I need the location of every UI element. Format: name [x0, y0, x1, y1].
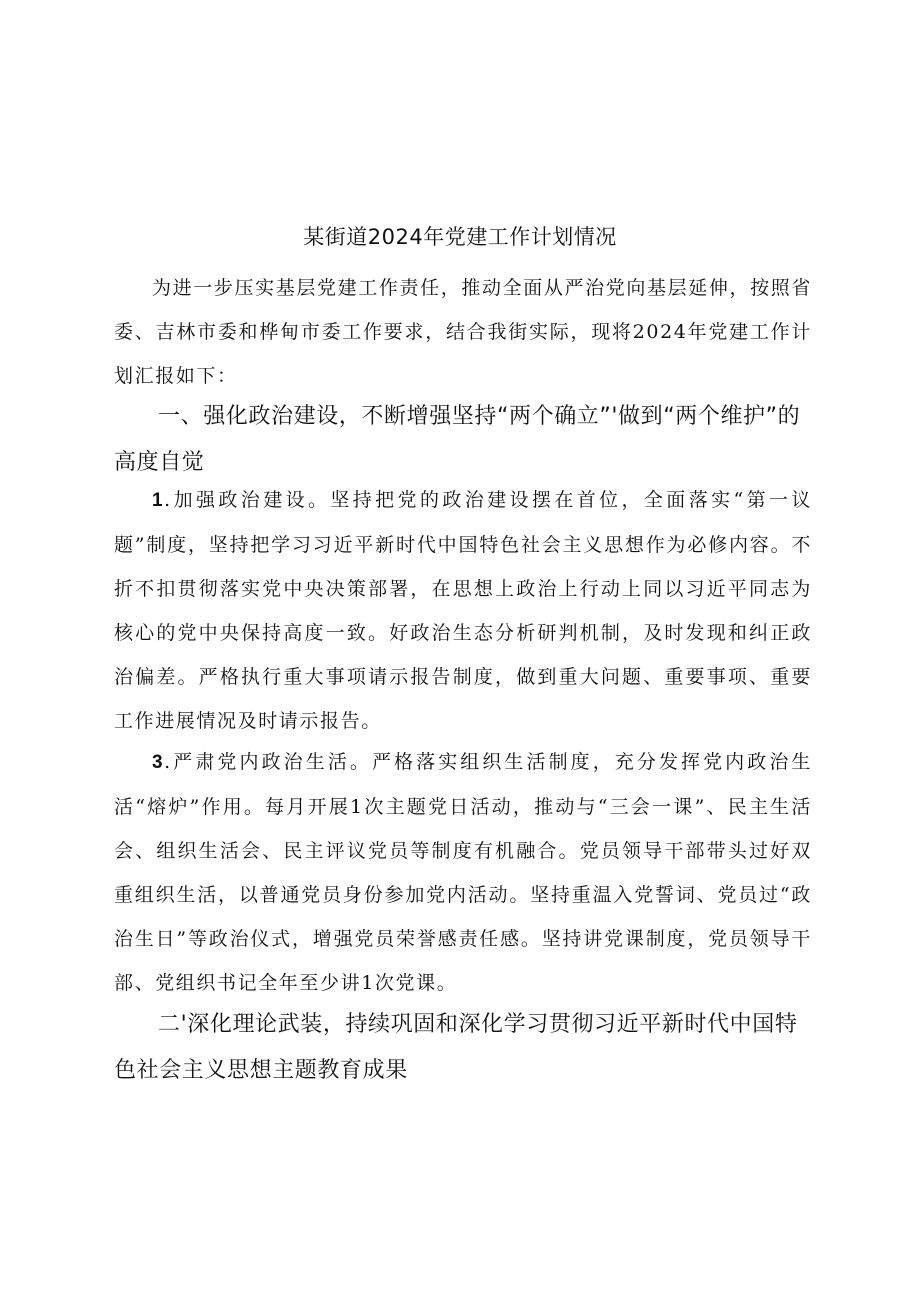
item-number: 3 [152, 752, 165, 773]
item-number: 1 [152, 490, 165, 511]
item-text: .严肃党内政治生活。严格落实组织生活制度，充分发挥党内政治生活“熔炉”作用。每月开展1次主题党日活动，推动与“三会一课”、民主生活会、组织生活会、民主评议党员等制度有机融合。党员领导干部带头过好双重组织生活，以普通党员身份参加党内活动。坚持重温入党誓词、党员过“政治生日”等政治仪式，增强党员荣誉感责任感。坚持讲党课制度，党员领导干部、党组织书记全年至少讲1次党课。 [114, 751, 812, 994]
section-1-item-1 [114, 478, 812, 743]
section-heading-1: 一、强化政治建设，不断增强坚持“两个确立”'做到“两个维护”的高度自觉 [114, 404, 801, 475]
document-title: 某街道2024年党建工作计划情况 [303, 225, 617, 249]
item-text: .加强政治建设。坚持把党的政治建设摆在首位，全面落实“第一议题”制度，坚持把学习习近平新时代中国特色社会主义思想作为必修内容。不折不扣贯彻落实党中央决策部署，在思想上政治上行动上同以习近平同志为核心的党中央保持高度一致。好政治生态分析研判机制，及时发现和纠正政治偏差。严格执行重大事项请示报告制度，做到重大问题、重要事项、重要工作进展情况及时请示报告。 [114, 489, 812, 732]
section-1-item-3 [114, 740, 812, 1005]
intro-paragraph: 为进一步压实基层党建工作责任，推动全面从严治党向基层延伸，按照省委、吉林市委和桦甸市委工作要求，结合我街实际，现将2024年党建工作计划汇报如下： [114, 277, 812, 387]
section-heading-2: 二'深化理论武装，持续巩固和深化学习贯彻习近平新时代中国特色社会主义思想主题教育成果 [114, 1012, 798, 1083]
